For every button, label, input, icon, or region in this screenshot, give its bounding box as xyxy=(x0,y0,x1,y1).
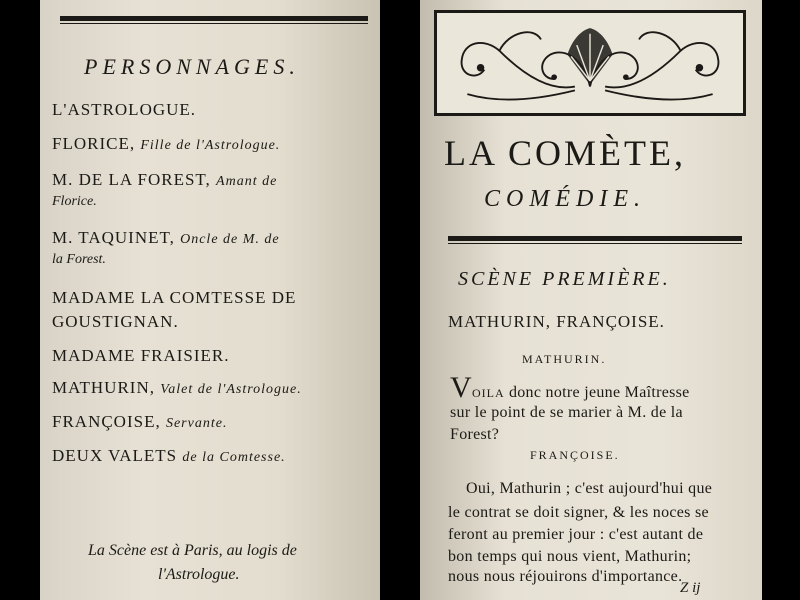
speaker-label: MATHURIN. xyxy=(522,352,607,366)
scene-characters: MATHURIN, FRANÇOISE. xyxy=(448,312,665,331)
cast-name: MATHURIN, xyxy=(52,378,155,397)
speech-text: donc notre jeune Maîtresse xyxy=(504,384,690,401)
left-page xyxy=(40,0,380,600)
cast-role: Valet de l'Astrologue. xyxy=(160,382,302,397)
right-page xyxy=(420,0,762,600)
acanthus-ornament-icon xyxy=(437,13,743,113)
scene-heading: SCÈNE PREMIÈRE. xyxy=(458,268,671,290)
play-subtitle: COMÉDIE. xyxy=(484,186,646,212)
speech-line: sur le point de se marier à M. de la xyxy=(450,404,683,421)
personnages-heading: PERSONNAGES. xyxy=(84,54,300,79)
speech-line: feront au premier jour : c'est autant de xyxy=(448,526,704,543)
cast-entry xyxy=(52,446,286,466)
scene-note: l'Astrologue. xyxy=(158,566,240,583)
cast-name-continuation: GOUSTIGNAN. xyxy=(52,312,179,331)
speech-line: nous nous réjouirons d'importance. xyxy=(448,568,683,585)
cast-role: Oncle de M. de xyxy=(180,232,280,247)
cast-entry xyxy=(52,412,227,432)
cast-entry xyxy=(52,100,196,120)
cast-role: de la Comtesse. xyxy=(182,450,286,465)
cast-name: FRANÇOISE, xyxy=(52,412,161,431)
cast-name: L'ASTROLOGUE. xyxy=(52,100,197,119)
cast-role-continuation: Florice. xyxy=(52,194,97,209)
speech-line: le contrat se doit signer, & les noces se xyxy=(448,504,709,521)
cast-entry xyxy=(52,170,277,190)
cast-name: FLORICE, xyxy=(52,134,136,153)
cast-role: Servante. xyxy=(165,416,228,431)
speech-line: bon temps qui nous vient, Mathurin; xyxy=(448,548,692,565)
cast-name: M. TAQUINET, xyxy=(52,228,175,247)
cast-name: M. DE LA FOREST, xyxy=(52,170,211,189)
title-rule xyxy=(448,236,742,241)
top-rule xyxy=(60,16,368,21)
cast-name: MADAME FRAISIER. xyxy=(52,346,230,365)
signature-mark: Z ij xyxy=(680,580,701,596)
scene-note: La Scène est à Paris, au logis de xyxy=(88,542,297,559)
cast-entry xyxy=(52,134,280,154)
cast-role: Fille de l'Astrologue. xyxy=(140,138,281,153)
speech-line: Oui, Mathurin ; c'est aujourd'hui que xyxy=(466,480,713,497)
cast-role-continuation: la Forest. xyxy=(52,252,106,267)
speaker-label: FRANÇOISE. xyxy=(530,448,620,462)
cast-name: DEUX VALETS xyxy=(52,446,178,465)
speech-line: Forest? xyxy=(450,426,500,443)
play-title: LA COMÈTE, xyxy=(444,133,686,173)
ornament-headpiece xyxy=(434,10,746,116)
cast-entry xyxy=(52,228,280,248)
first-word: OILA xyxy=(471,386,505,400)
speech-line xyxy=(450,371,690,404)
cast-name: MADAME LA COMTESSE DE xyxy=(52,288,297,307)
cast-entry xyxy=(52,346,230,366)
cast-role: Amant de xyxy=(216,174,278,189)
dropcap: V xyxy=(450,371,472,404)
cast-entry xyxy=(52,378,302,398)
cast-entry xyxy=(52,288,296,308)
